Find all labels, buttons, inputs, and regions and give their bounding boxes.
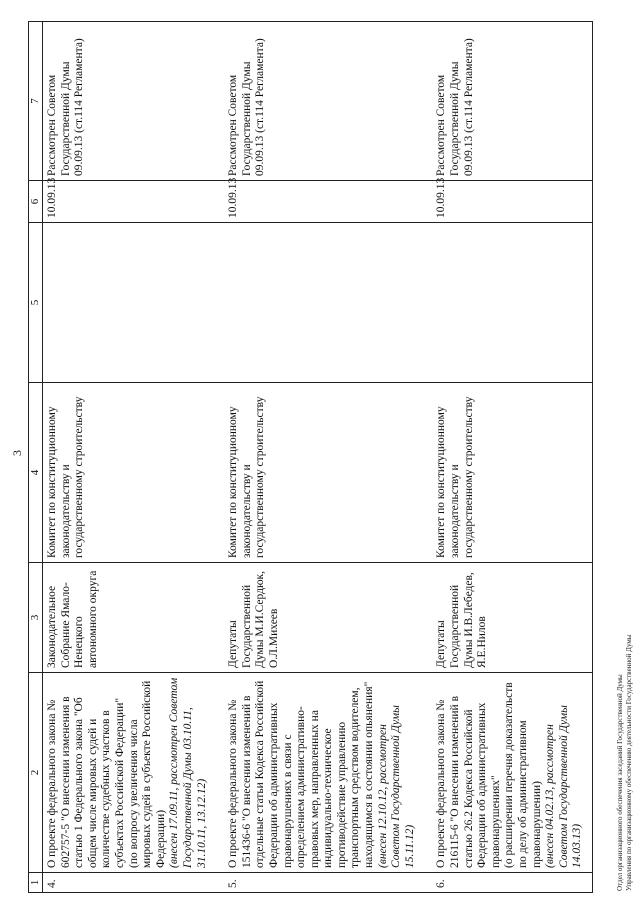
page-number: 3 — [10, 450, 24, 456]
bill-title: О проекте федерального закона № 216115-6 "О внесении изменений в статью 26.2 Кодекса Российской Федерации об административных правонарушениях" — [435, 695, 502, 868]
row-number: 5. — [224, 873, 420, 893]
table-row — [43, 22, 213, 893]
bill-summary: (о расширении перечня доказательств по делу об административном правонарушении) — [503, 682, 543, 868]
bill-title: О проекте федерального закона № 602757-5 "О внесении изменения в статью 1 Федерального закона "Об общем числе мировых судей и количестве судебных участков в субъектах Российской Федерации" — [46, 696, 126, 868]
bill-initiator: Депутаты Государственной Думы И.В.Лебедев, Я.Е.Нилов — [432, 563, 588, 673]
row-spacer — [420, 22, 432, 893]
bill-description — [432, 673, 588, 873]
bill-note: (внесен 04.02.13, рассмотрен Советом Государственной Думы 14.03.13) — [544, 705, 584, 868]
column-5-cell — [432, 223, 588, 383]
bill-initiator: Депутаты Государственной Думы М.И.Сердюк, О.Л.Михеев — [224, 563, 420, 673]
bill-status: Рассмотрен Советом Государственной Думы 09.09.13 (ст.114 Регламента) — [432, 22, 588, 181]
column-header: 4 — [29, 383, 43, 563]
column-header: 6 — [29, 181, 43, 223]
column-number-header — [29, 22, 43, 893]
column-header: 3 — [29, 563, 43, 673]
row-number: 6. — [432, 873, 588, 893]
table-bottom-border — [588, 22, 593, 893]
footer-line: Отдел организационного обеспечения заседаний Государственной Думы — [616, 674, 624, 891]
bills-table — [28, 21, 593, 893]
responsible-committee: Комитет по конституционному законодательству и государственному строительству — [43, 383, 213, 563]
row-number: 4. — [43, 873, 213, 893]
bill-description — [43, 673, 213, 873]
review-date: 10.09.13 — [43, 181, 213, 223]
column-header: 5 — [29, 223, 43, 383]
review-date: 10.09.13 — [432, 181, 588, 223]
table-row — [224, 22, 420, 893]
bill-initiator: Законодательное Собрание Ямало-Ненецкого автономного округа — [43, 563, 213, 673]
bill-title: О проекте федерального закона № 151436-6 "О внесении изменений в отдельные статьи Кодекса Российской Федерации об административных правонарушениях в связи с определением административно-правовых мер, направленных на индивидуально-техническое противодействие управлению транспортным средством водителем, находящимся в состоянии опьянения" — [227, 680, 376, 868]
column-header: 2 — [29, 673, 43, 873]
bill-note: (внесен 12.10.12, рассмотрен Советом Государственной Думы 15.11.12) — [376, 705, 416, 868]
bill-description — [224, 673, 420, 873]
document-footer — [616, 635, 633, 891]
column-header: 7 — [29, 22, 43, 181]
column-5-cell — [43, 223, 213, 383]
review-date: 10.09.13 — [224, 181, 420, 223]
responsible-committee: Комитет по конституционному законодательству и государственному строительству — [432, 383, 588, 563]
responsible-committee: Комитет по конституционному законодательству и государственному строительству — [224, 383, 420, 563]
footer-line: Управления по организационному обеспечению деятельности Государственной Думы — [624, 634, 633, 891]
row-spacer — [212, 22, 224, 893]
bill-status: Рассмотрен Советом Государственной Думы 09.09.13 (ст.114 Регламента) — [224, 22, 420, 181]
bill-status: Рассмотрен Советом Государственной Думы 09.09.13 (ст.114 Регламента) — [43, 22, 213, 181]
column-5-cell — [224, 223, 420, 383]
bill-note: (внесен 17.09.11, рассмотрен Советом Государственной Думы 03.10.11, 31.10.11, 13.12.12) — [168, 677, 208, 868]
column-header: 1 — [29, 873, 43, 893]
bill-summary: (по вопросу увеличения числа мировых судей в субъекте Российской Федерации) — [127, 680, 167, 868]
table-row — [432, 22, 588, 893]
